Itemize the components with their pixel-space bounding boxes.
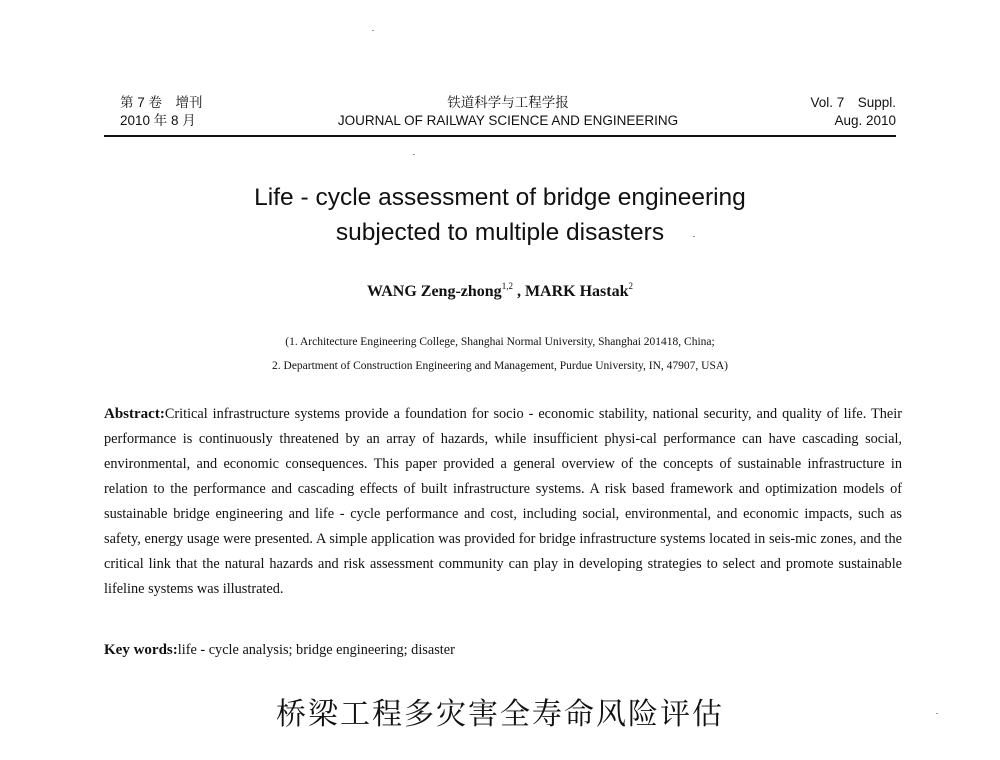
header-left: [104, 94, 250, 130]
author-list: [0, 281, 1000, 301]
scan-speck: [372, 30, 374, 31]
affiliation-1: (1. Architecture Engineering College, Shanghai Normal University, Shanghai 201418, China;: [285, 336, 715, 348]
scan-speck: [693, 236, 695, 237]
abstract: [104, 402, 902, 602]
header-rule: [104, 135, 896, 137]
running-header: [104, 94, 896, 130]
scan-speck: [936, 713, 938, 714]
author-1-affil-marker: 1,2: [501, 281, 513, 291]
abstract-line: and life - cycle performance and cost, including social, environmental, and economic impacts, such as safety,: [104, 506, 902, 547]
chinese-title: 桥梁工程多灾害全寿命风险评估: [276, 697, 724, 732]
affiliations: [0, 330, 1000, 378]
abstract-line: cal performance can have cascading social, environmental, and economic consequences. This paper provided a: [104, 431, 902, 472]
author-separator: ,: [512, 283, 525, 300]
journal-name-en: JOURNAL OF RAILWAY SCIENCE AND ENGINEERING: [337, 113, 679, 128]
author-1: WANG Zeng-zhong: [367, 283, 502, 300]
abstract-line: energy usage were presented. A simple application was provided for bridge infrastructure systems located in seis-: [144, 531, 796, 547]
header-center: [250, 94, 766, 130]
keywords: [104, 639, 902, 661]
header-right: [766, 94, 896, 130]
abstract-label: Abstract: [104, 406, 160, 422]
author-2: MARK Hastak: [524, 283, 629, 300]
keywords-label-sep: :: [172, 642, 178, 658]
date-en: Aug. 2010: [834, 113, 896, 128]
affiliation-2: 2. Department of Construction Engineering and Management, Purdue University, IN, 47907, USA): [272, 360, 728, 372]
abstract-line: strategies to select and promote sustainable lifeline systems was illustrated.: [104, 556, 903, 597]
abstract-line: general overview of the concepts of sustainable infrastructure in relation to the performance and cascading effects: [104, 456, 902, 497]
author-2-affil-marker: 2: [628, 281, 633, 291]
abstract-label-sep: :: [159, 406, 165, 422]
title-line-1: Life - cycle assessment of bridge engineering: [254, 184, 746, 211]
keywords-label: Key words: [104, 642, 173, 658]
scan-speck: [413, 154, 415, 155]
abstract-line: and quality of life. Their performance is continuously threatened by an array of hazards, while insufficient physi-: [104, 406, 902, 447]
title-line-2: subjected to multiple disasters: [335, 219, 665, 246]
keywords-text: life - cycle analysis; bridge engineering; disaster: [177, 642, 455, 658]
abstract-line: Critical infrastructure systems provide a foundation for socio - economic stability, national security,: [164, 406, 752, 422]
volume-en: Vol. 7 Suppl.: [810, 95, 896, 110]
paper-title: [0, 180, 1000, 250]
abstract-line: of built infrastructure systems. A risk based framework and optimization models of sustainable bridge engineering: [104, 481, 902, 522]
date-cn: 2010 年 8 月: [120, 113, 196, 128]
abstract-line: mic zones, and the critical link that the natural hazards and risk assessment community can play in developing: [104, 531, 903, 572]
journal-name-cn: 铁道科学与工程学报: [447, 95, 569, 110]
volume-cn: 第 7 卷 增刊: [120, 95, 203, 110]
